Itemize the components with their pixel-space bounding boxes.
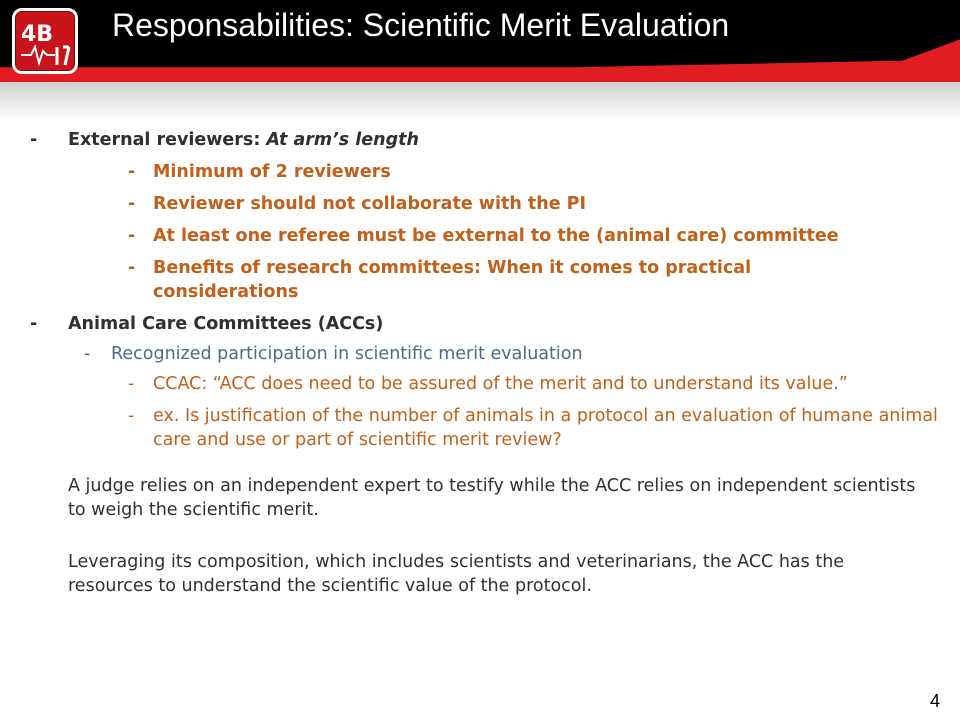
sub-bullet-no-collaboration [0, 192, 960, 216]
sub-bullet-text: Benefits of research committees: When it comes to practical considerations [153, 258, 752, 302]
paragraph-leveraging: Leveraging its composition, which includes scientists and veterinarians, the ACC has the resources to understand the scientific value of the protocol. [68, 552, 845, 596]
bullet-dash: - [128, 406, 135, 426]
bullet-dash: - [128, 226, 136, 246]
sub-bullet-minimum-reviewers [0, 160, 960, 184]
sub-bullet-text: Recognized participation in scientific merit evaluation [111, 344, 583, 364]
header-gradient [0, 82, 960, 120]
page-title: Responsabilities: Scientific Merit Evaluation [112, 7, 730, 43]
logo [12, 8, 78, 74]
bullet-dash: - [30, 314, 38, 334]
sub-bullet-text: At least one referee must be external to the (animal care) committee [153, 226, 839, 246]
sub-bullet-external-referee [0, 224, 960, 248]
external-reviewers-italic: At arm’s length [266, 130, 419, 150]
external-reviewers-label: External reviewers: [68, 130, 267, 150]
sub-sub-bullet-text: CCAC: “ACC does need to be assured of the merit and to understand its value.” [153, 374, 848, 394]
acc-label: Animal Care Committees (ACCs) [68, 314, 384, 334]
bullet-dash: - [84, 344, 91, 364]
slide-header [0, 0, 960, 82]
bullet-dash: - [128, 258, 136, 278]
sub-sub-bullet-text: ex. Is justification of the number of animals in a protocol an evaluation of humane animal care and use or part of scientific merit review? [153, 406, 938, 450]
logo-icon [15, 11, 75, 71]
sub-bullet-text: Minimum of 2 reviewers [153, 162, 391, 182]
logo-text: 4B [21, 22, 54, 47]
slide-content [0, 128, 960, 598]
page-number: 4 [929, 691, 940, 711]
sub-bullet-text: Reviewer should not collaborate with the PI [153, 194, 587, 214]
bullet-dash: - [128, 374, 135, 394]
bullet-dash: - [30, 130, 38, 150]
paragraph-judge: A judge relies on an independent expert to testify while the ACC relies on independent scientists to weigh the scientific merit. [68, 476, 916, 520]
bullet-animal-care-committees [0, 312, 960, 336]
bullet-dash: - [128, 194, 136, 214]
bullet-dash: - [128, 162, 136, 182]
sub-sub-bullet-example [0, 404, 960, 452]
sub-sub-bullet-ccac [0, 372, 960, 396]
sub-bullet-recognized-participation [0, 342, 960, 366]
sub-bullet-research-committees [0, 256, 960, 304]
bullet-external-reviewers [0, 128, 960, 152]
